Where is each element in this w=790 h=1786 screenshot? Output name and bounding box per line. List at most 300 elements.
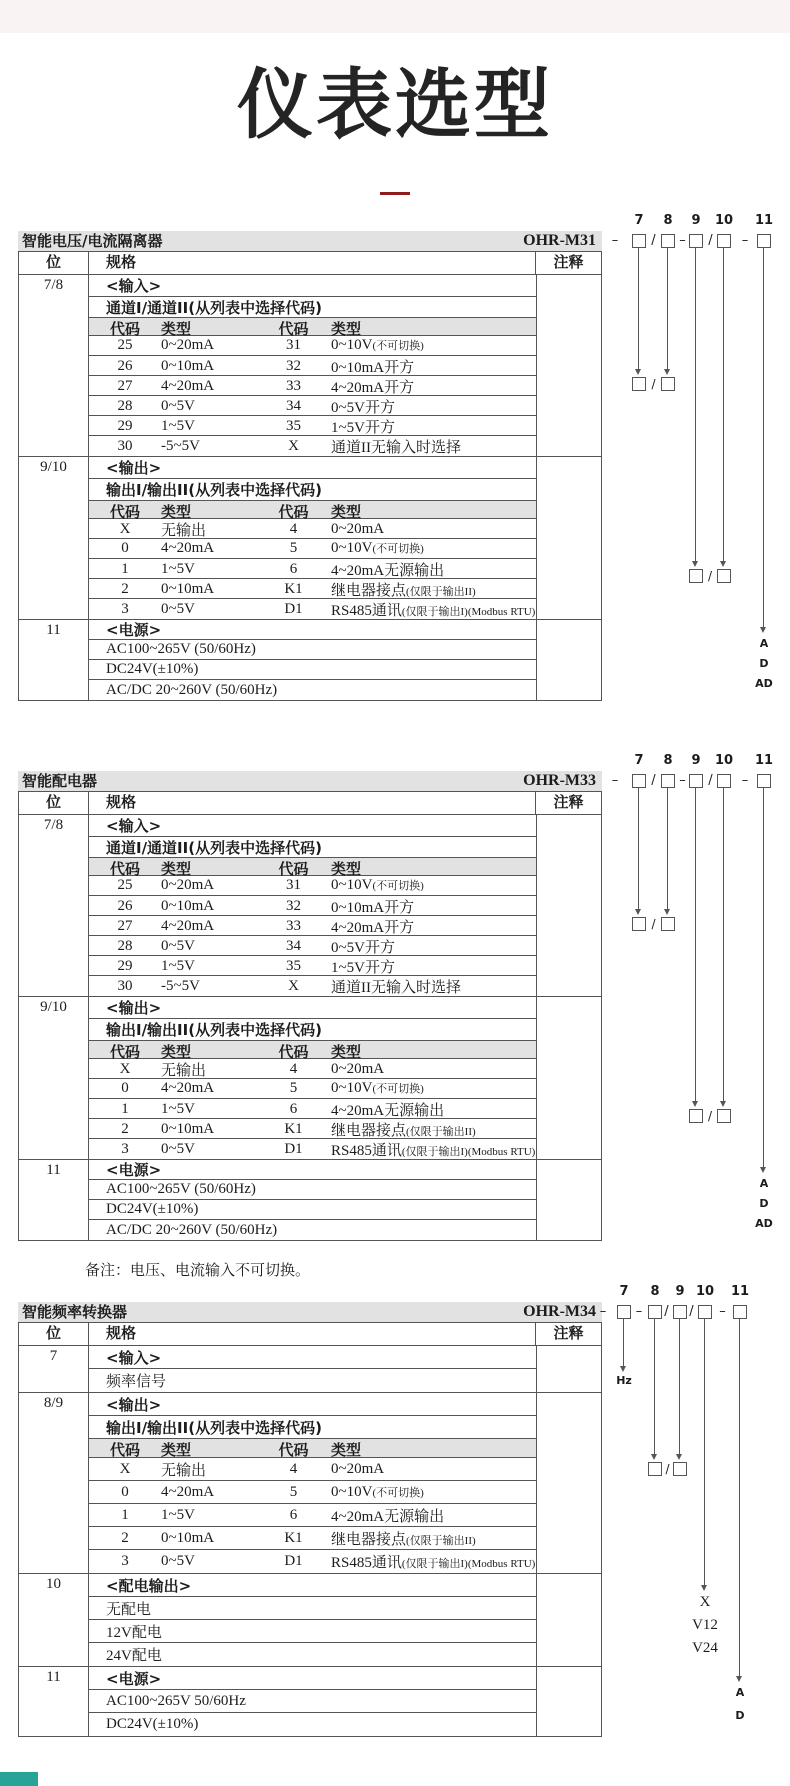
col-header-pos: 位 (19, 1323, 89, 1345)
code-cell: 29 (117, 958, 133, 974)
table-row (89, 356, 536, 376)
code-cell: 32 (286, 358, 301, 374)
arrowhead (692, 561, 698, 567)
product-model: OHR-M33 (523, 772, 596, 789)
digit-label: 8 (663, 213, 673, 228)
spec-rows (89, 1393, 536, 1573)
arrowhead (701, 1585, 707, 1591)
table-row (89, 539, 536, 559)
type-cell: 0~10V(不可切换) (331, 337, 424, 353)
code-cell: 32 (286, 898, 301, 914)
type-cell: -5~5V (161, 978, 200, 994)
code-cell: 34 (286, 398, 301, 414)
spec-rows (89, 620, 536, 700)
distribution-section (19, 1574, 601, 1667)
spec-table (18, 1322, 602, 1737)
table-row (89, 376, 536, 396)
arrowhead (620, 1366, 626, 1372)
connector-line (667, 248, 668, 369)
dist-option-row: 无配电 (89, 1597, 536, 1620)
code-cell: X (119, 1460, 131, 1477)
table-row (89, 579, 536, 599)
col-header-note: 注释 (553, 793, 584, 811)
code-box (689, 569, 703, 583)
spec-rows (89, 1574, 536, 1666)
column-header-row (19, 252, 601, 275)
type-cell: 0~5V (161, 1141, 195, 1157)
code-box (632, 774, 646, 788)
type-cell: 0~20mA (161, 337, 215, 353)
code-table-header: 代码 类型 代码 类型 (89, 1041, 536, 1059)
note-cell (536, 815, 601, 996)
code-cell: X (288, 978, 299, 994)
connector-line (763, 788, 764, 1167)
table-row (89, 1119, 536, 1139)
code-cell: 4 (289, 521, 298, 537)
type-cell: 1~5V开方 (331, 960, 395, 976)
power-code-list (747, 1177, 781, 1237)
type-cell: 0~20mA (331, 1061, 385, 1077)
table-row (89, 956, 536, 976)
type-cell: 0~20mA (331, 521, 385, 537)
code-cell: 2 (121, 1121, 129, 1137)
code-cell: 0 (121, 540, 129, 556)
section-sublabel: 通道I/通道II(从列表中选择代码) (89, 837, 536, 858)
code-box (632, 377, 646, 391)
code-cell: 27 (117, 378, 133, 394)
table-wrap (18, 231, 602, 701)
code-box (648, 1462, 662, 1476)
digit-label: 11 (730, 1284, 750, 1299)
power-option-row: AC/DC 20~260V (50/60Hz) (106, 1221, 278, 1238)
note-cell (536, 997, 601, 1159)
table-row (89, 1481, 536, 1504)
spec-rows (89, 1667, 536, 1736)
table-wrap (18, 1302, 602, 1737)
code-box (673, 1462, 687, 1476)
code-cell: 28 (117, 398, 133, 414)
type-cell: 0~5V (161, 601, 195, 617)
col-header-pos: 位 (19, 252, 89, 274)
code-cell: 3 (121, 601, 129, 617)
code-cell: 3 (121, 1141, 129, 1157)
code-cell: 5 (289, 1483, 298, 1500)
section-label: <输入> (89, 275, 536, 297)
section-sublabel: 输出I/输出II(从列表中选择代码) (89, 479, 536, 501)
digit-label: 9 (691, 753, 701, 768)
table-row (89, 1458, 536, 1481)
type-cell: 4~20mA无源输出 (331, 563, 445, 579)
section-label: <输出> (89, 997, 536, 1019)
digit-label: 7 (634, 213, 644, 228)
table-row (89, 976, 536, 996)
output-section (19, 1393, 601, 1574)
arrowhead (676, 1454, 682, 1460)
spec-rows (89, 1346, 536, 1392)
code-cell: 25 (117, 877, 133, 893)
arrowhead (635, 369, 641, 375)
section-label: <输入> (89, 1346, 536, 1369)
connector-line (723, 248, 724, 561)
code-table-header: 代码 类型 代码 类型 (89, 858, 536, 876)
code-cell: 2 (121, 1529, 129, 1546)
note-cell (536, 620, 601, 700)
digit-label: 10 (714, 753, 734, 768)
col-header-spec: 规格 (89, 1323, 536, 1345)
code-cell: 30 (117, 978, 133, 994)
col-header-note: 注释 (553, 253, 584, 271)
code-box (632, 234, 646, 248)
arrowhead (760, 1167, 766, 1173)
type-cell: 4~20mA无源输出 (331, 1103, 445, 1119)
table-row (89, 876, 536, 896)
code-separator: – (741, 233, 749, 248)
digit-label: 10 (714, 213, 734, 228)
section-position: 11 (19, 620, 89, 700)
code-box (717, 774, 731, 788)
code-separator: – (599, 1304, 607, 1319)
code-table-header: 代码 类型 代码 类型 (89, 1439, 536, 1458)
type-cell: 1~5V (161, 561, 195, 577)
table-row (89, 416, 536, 436)
type-cell: 无输出 (161, 1063, 207, 1079)
product-section-ohr-m34 (0, 1284, 790, 1737)
type-cell: 0~10mA (161, 1529, 215, 1546)
type-cell: 4~20mA (161, 1080, 215, 1096)
code-separator: – (741, 773, 749, 788)
type-cell: 0~10mA开方 (331, 900, 415, 916)
type-cell: 0~5V开方 (331, 940, 395, 956)
power-code: A (735, 1686, 745, 1699)
column-header-row (19, 792, 601, 815)
spec-rows (89, 1160, 536, 1240)
type-cell: RS485通讯(仅限于输出I)(Modbus RTU) (331, 1143, 536, 1159)
section-label: <电源> (89, 1160, 536, 1180)
code-cell: 31 (286, 337, 301, 353)
code-box (661, 234, 675, 248)
code-box (698, 1305, 712, 1319)
connector-line (667, 788, 668, 909)
table-row (89, 1550, 536, 1573)
code-cell: 30 (117, 438, 133, 454)
spec-rows (89, 457, 536, 619)
code-cell: 6 (289, 1506, 298, 1523)
type-cell: 1~5V (161, 1101, 195, 1117)
type-cell: -5~5V (161, 438, 200, 454)
power-option-row: DC24V(±10%) (106, 1716, 199, 1732)
code-cell: D1 (284, 601, 303, 617)
section-label: <配电输出> (89, 1574, 536, 1597)
power-option-row: DC24V(±10%) (89, 660, 536, 680)
section-sublabel: 输出I/输出II(从列表中选择代码) (89, 1019, 536, 1041)
code-box (617, 1305, 631, 1319)
dist-option-row: 24V配电 (106, 1648, 162, 1664)
dist-option-row: 12V配电 (89, 1620, 536, 1643)
table-row (89, 1139, 536, 1159)
output-code-target: / (648, 1462, 687, 1476)
note-cell (536, 1574, 601, 1666)
table-row (89, 559, 536, 579)
section-position: 7 (19, 1346, 89, 1392)
connector-line (638, 248, 639, 369)
type-cell: 1~5V (161, 418, 195, 434)
type-cell: 0~5V (161, 1553, 195, 1569)
power-section (19, 1667, 601, 1736)
product-header-bar (18, 771, 602, 791)
section-position: 7/8 (19, 815, 89, 996)
product-header-bar (18, 231, 602, 251)
output-section (19, 457, 601, 620)
power-code: AD (755, 677, 773, 690)
table-row (89, 519, 536, 539)
code-cell: K1 (284, 1121, 303, 1137)
section-position: 11 (19, 1160, 89, 1240)
arrowhead (720, 1101, 726, 1107)
code-cell: 26 (117, 898, 133, 914)
type-cell: 0~10mA (161, 358, 215, 374)
code-cell: 2 (121, 581, 129, 597)
code-cell: 1 (121, 561, 129, 577)
col-header-note: 注释 (553, 1324, 584, 1342)
code-box (689, 774, 703, 788)
power-code: A (759, 1177, 769, 1190)
code-cell: K1 (284, 581, 303, 597)
code-box (757, 234, 771, 248)
code-cell: 4 (289, 1061, 298, 1077)
code-cell: 34 (286, 938, 301, 954)
code-cell: 26 (117, 358, 133, 374)
code-box (673, 1305, 687, 1319)
code-table-header: 代码 类型 代码 类型 (89, 501, 536, 519)
digit-label: 7 (619, 1284, 629, 1299)
section-label: <输入> (89, 815, 536, 837)
type-cell: 4~20mA开方 (331, 380, 415, 396)
digit-label: 10 (695, 1284, 715, 1299)
type-cell: 0~5V (161, 398, 195, 414)
code-cell: 3 (121, 1553, 129, 1569)
table-row (89, 936, 536, 956)
title-underline (380, 192, 410, 195)
code-separator: – (611, 773, 619, 788)
section-sublabel: 输出I/输出II(从列表中选择代码) (89, 1416, 536, 1439)
output-section (19, 997, 601, 1160)
code-box (689, 234, 703, 248)
code-separator: / (651, 233, 656, 248)
type-cell: RS485通讯(仅限于输出I)(Modbus RTU) (331, 603, 536, 619)
type-cell: 0~20mA (331, 1460, 385, 1477)
table-row (89, 599, 536, 619)
input-section (19, 275, 601, 457)
code-cell: 27 (117, 918, 133, 934)
code-separator: – (719, 1304, 726, 1319)
arrowhead (760, 627, 766, 633)
dist-code: V12 (692, 1617, 718, 1633)
type-cell: 通道II无输入时选择 (331, 980, 461, 996)
table-row (89, 1099, 536, 1119)
power-option-row: AC/DC 20~260V (50/60Hz) (106, 681, 278, 698)
type-cell: 无输出 (161, 523, 207, 539)
power-section (19, 1160, 601, 1240)
power-code: AD (755, 1217, 773, 1230)
code-cell: 33 (286, 378, 301, 394)
connector-line (679, 1319, 680, 1454)
type-cell: 0~10V(不可切换) (331, 540, 424, 556)
section-label: <输出> (89, 1393, 536, 1416)
type-cell: 0~10mA (161, 581, 215, 597)
table-wrap (18, 771, 602, 1241)
digit-label: 11 (754, 213, 774, 228)
power-option-row: DC24V(±10%) (89, 1200, 536, 1220)
output-code-target: / (689, 569, 731, 583)
table-row (89, 396, 536, 416)
code-cell: 5 (289, 1080, 298, 1096)
digit-label: 7 (634, 753, 644, 768)
type-cell: 4~20mA (161, 918, 215, 934)
power-code: D (759, 657, 769, 670)
code-box (733, 1305, 747, 1319)
code-separator: / (708, 233, 713, 248)
page-title: 仪表选型 (237, 60, 553, 149)
type-cell: 1~5V (161, 1506, 195, 1523)
note-cell (536, 457, 601, 619)
input-section (19, 815, 601, 997)
connector-line (723, 788, 724, 1101)
power-code: D (735, 1709, 745, 1722)
digit-label: 9 (691, 213, 701, 228)
code-box (661, 917, 675, 931)
power-code: A (759, 637, 769, 650)
dist-code-list (685, 1594, 725, 1663)
section-label: <电源> (89, 1667, 536, 1690)
code-cell: 4 (289, 1460, 298, 1477)
table-row (89, 896, 536, 916)
code-cell: X (119, 1061, 131, 1077)
code-box (661, 774, 675, 788)
code-box (632, 917, 646, 931)
section-sublabel: 通道I/通道II(从列表中选择代码) (89, 297, 536, 318)
input-code-target: / (632, 377, 675, 391)
code-separator: / (651, 773, 656, 788)
top-strip (0, 0, 790, 33)
type-cell: 1~5V开方 (331, 420, 395, 436)
code-separator: – (679, 233, 686, 248)
type-cell: RS485通讯(仅限于输出I)(Modbus RTU) (331, 1555, 536, 1571)
code-cell: 6 (289, 561, 298, 577)
spec-table (18, 251, 602, 701)
power-option-row: AC100~265V 50/60Hz (89, 1690, 536, 1713)
type-cell: 0~5V (161, 938, 195, 954)
product-header-bar (18, 1302, 602, 1322)
code-cell: 35 (286, 418, 301, 434)
type-cell: 0~5V开方 (331, 400, 395, 416)
code-separator: / (664, 1304, 669, 1319)
arrowhead (664, 909, 670, 915)
code-box (717, 1109, 731, 1123)
dist-code: V24 (692, 1640, 718, 1656)
type-cell: 无输出 (161, 1462, 207, 1479)
section-position: 10 (19, 1574, 89, 1666)
power-option-row: AC100~265V (50/60Hz) (89, 1180, 536, 1200)
arrowhead (651, 1454, 657, 1460)
connector-line (704, 1319, 705, 1585)
col-header-spec: 规格 (89, 792, 536, 814)
type-cell: 4~20mA (161, 1483, 215, 1500)
code-separator: / (689, 1304, 694, 1319)
product-name: 智能配电器 (22, 772, 98, 790)
power-option-row: AC100~265V (50/60Hz) (89, 640, 536, 660)
code-cell: 5 (289, 540, 298, 556)
table-row (89, 1527, 536, 1550)
table-row (89, 916, 536, 936)
section-label: <输出> (89, 457, 536, 479)
input-signal-row: 频率信号 (106, 1374, 167, 1390)
product-name: 智能电压/电流隔离器 (22, 232, 163, 250)
code-cell: 0 (121, 1080, 129, 1096)
connector-line (638, 788, 639, 909)
dist-code: X (699, 1594, 711, 1610)
connector-line (763, 248, 764, 627)
arrowhead (720, 561, 726, 567)
type-cell: 通道II无输入时选择 (331, 440, 461, 456)
type-cell: 继电器接点(仅限于输出II) (331, 1123, 476, 1139)
type-cell: 0~20mA (161, 877, 215, 893)
code-box (648, 1305, 662, 1319)
table-row (89, 1059, 536, 1079)
type-cell: 0~10mA (161, 1121, 215, 1137)
code-separator: – (611, 233, 619, 248)
power-code: D (759, 1197, 769, 1210)
power-section (19, 620, 601, 700)
code-box (717, 234, 731, 248)
note-cell (536, 1160, 601, 1240)
spec-rows (89, 815, 536, 996)
spec-table (18, 791, 602, 1241)
code-box (689, 1109, 703, 1123)
input-code-label: Hz (616, 1374, 632, 1387)
connector-line (695, 248, 696, 561)
code-box (661, 377, 675, 391)
code-separator: / (708, 773, 713, 788)
type-cell: 0~10mA (161, 898, 215, 914)
spec-rows (89, 275, 536, 456)
section-position: 11 (19, 1667, 89, 1736)
code-cell: 29 (117, 418, 133, 434)
code-cell: 28 (117, 938, 133, 954)
note-cell (536, 1667, 601, 1736)
section-position: 8/9 (19, 1393, 89, 1573)
code-cell: D1 (284, 1553, 303, 1569)
product-model: OHR-M31 (523, 232, 596, 249)
code-cell: 33 (286, 918, 301, 934)
power-code-list (747, 637, 781, 697)
arrowhead (635, 909, 641, 915)
connector-line (739, 1319, 740, 1676)
digit-label: 9 (675, 1284, 685, 1299)
code-cell: 25 (117, 337, 133, 353)
connector-line (695, 788, 696, 1101)
type-cell: 4~20mA (161, 378, 215, 394)
type-cell: 4~20mA开方 (331, 920, 415, 936)
arrowhead (736, 1676, 742, 1682)
code-cell: 0 (121, 1483, 129, 1500)
code-cell: 1 (121, 1101, 129, 1117)
type-cell: 4~20mA (161, 540, 215, 556)
note-text: 备注：电压、电流输入不可切换。 (85, 1263, 311, 1279)
code-cell: 35 (286, 958, 301, 974)
input-section (19, 1346, 601, 1393)
table-row (89, 1079, 536, 1099)
digit-label: 8 (663, 753, 673, 768)
